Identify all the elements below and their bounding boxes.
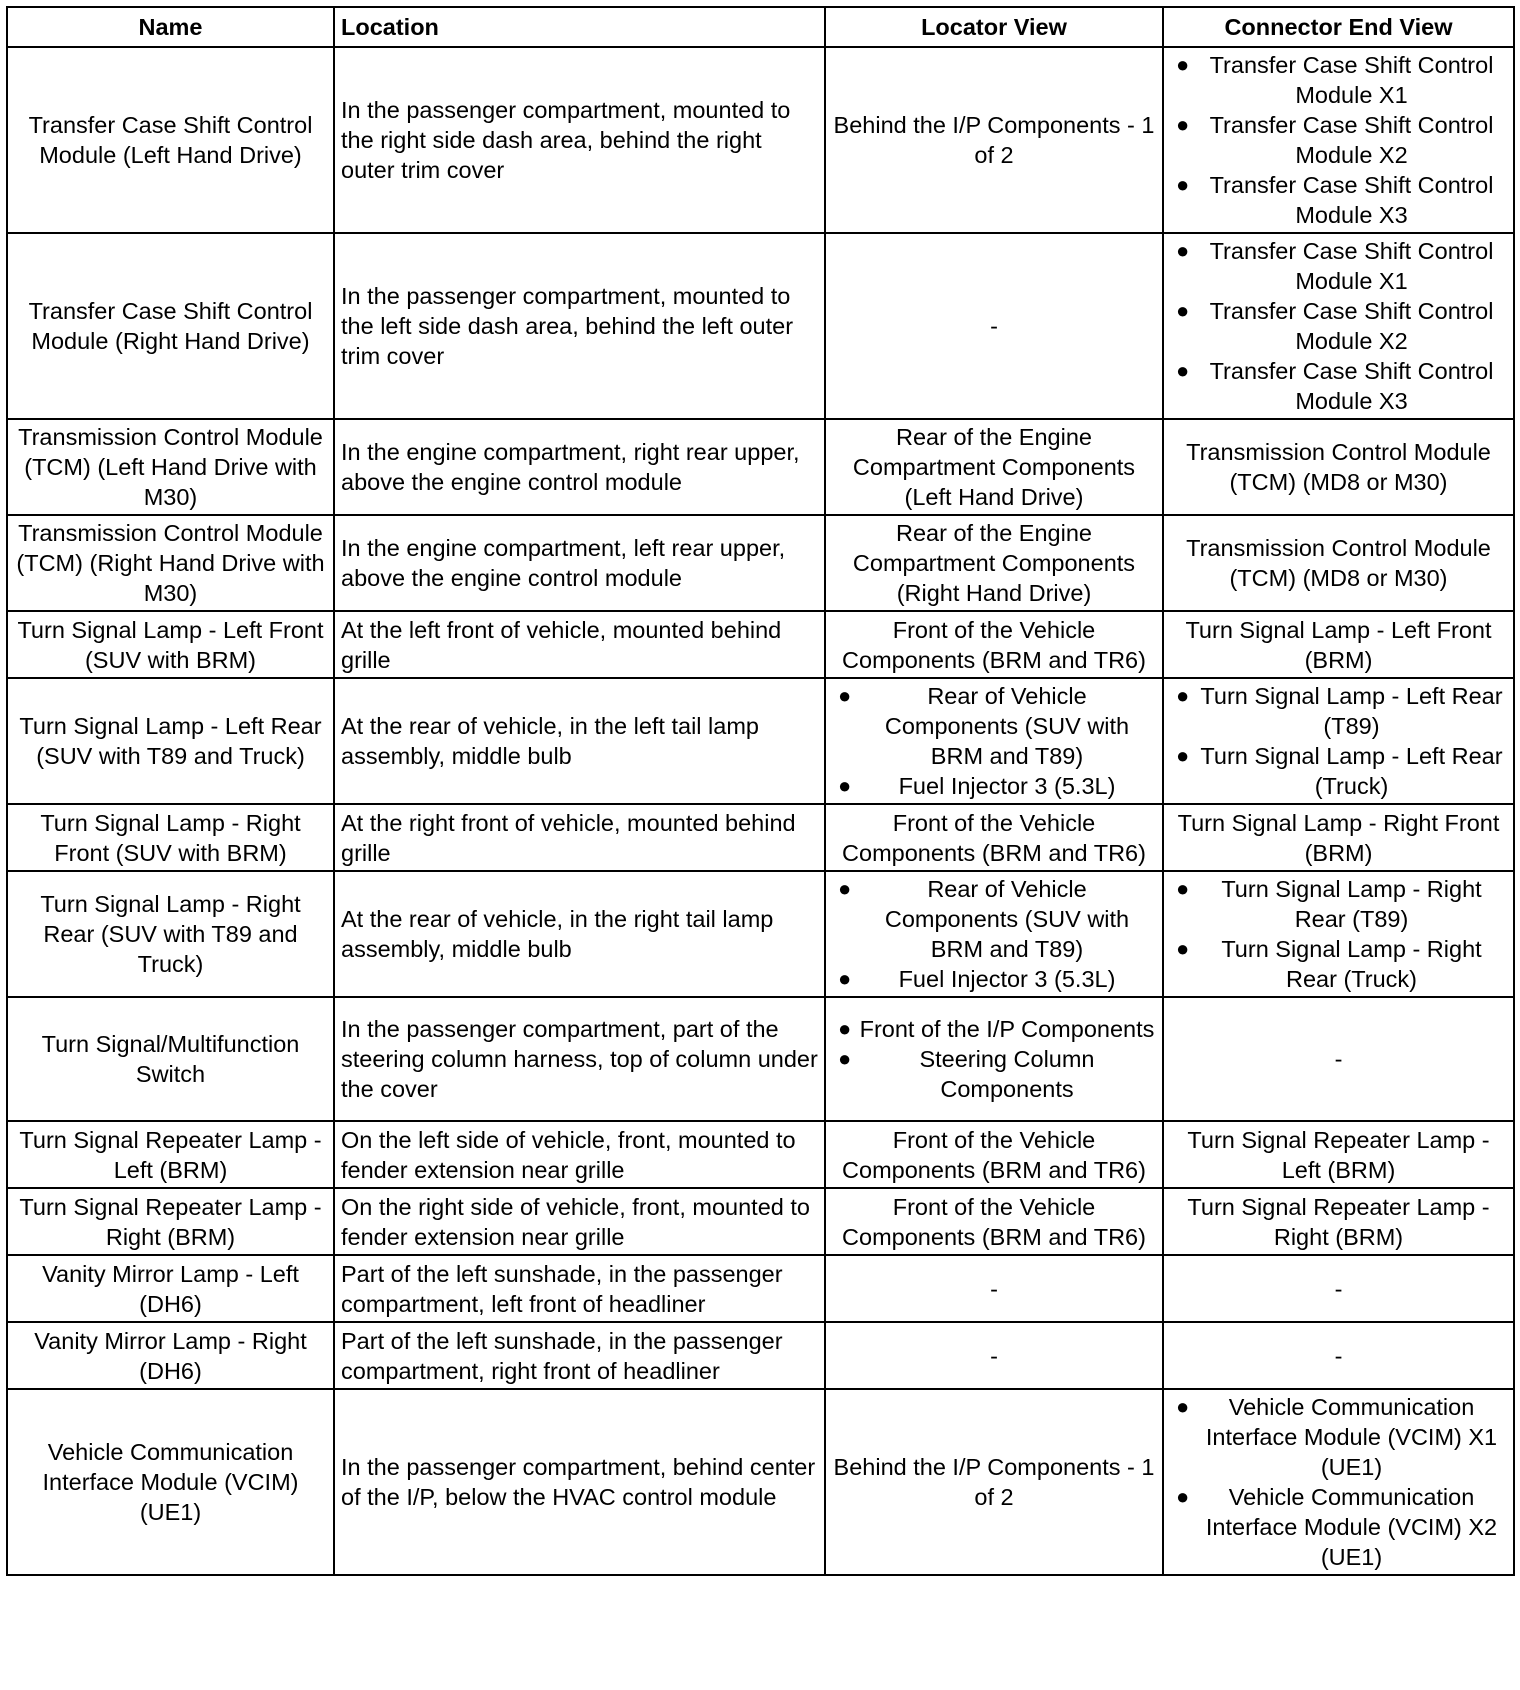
bullet-icon: ● xyxy=(838,773,852,798)
list-item-text: Front of the I/P Components xyxy=(859,1016,1155,1042)
bullet-icon: ● xyxy=(1176,358,1190,383)
cell-location: At the rear of vehicle, in the right tail lamp assembly, middle bulb xyxy=(334,871,825,997)
cell-name: Vanity Mirror Lamp - Right (DH6) xyxy=(7,1322,334,1389)
cell-locator-view xyxy=(825,1255,1163,1322)
cell-location: Part of the left sunshade, in the passenger compartment, right front of headliner xyxy=(334,1322,825,1389)
cell-connector-end-view xyxy=(1163,419,1514,515)
cell-connector-end-view-text: Turn Signal Lamp - Left Front (BRM) xyxy=(1185,616,1492,673)
list-item xyxy=(1170,1392,1507,1482)
cell-name: Transfer Case Shift Control Module (Right Hand Drive) xyxy=(7,233,334,419)
cell-locator-view-text: - xyxy=(990,313,998,339)
cell-name: Transmission Control Module (TCM) (Right Hand Drive with M30) xyxy=(7,515,334,611)
list-item xyxy=(832,681,1156,771)
cell-locator-view xyxy=(825,1188,1163,1255)
cell-locator-view xyxy=(825,233,1163,419)
list-item-text: Transfer Case Shift Control Module X1 xyxy=(1209,238,1494,294)
cell-location: In the engine compartment, left rear upper, above the engine control module xyxy=(334,515,825,611)
cell-location: At the right front of vehicle, mounted behind grille xyxy=(334,804,825,871)
cell-locator-view xyxy=(825,611,1163,678)
cell-location: Part of the left sunshade, in the passenger compartment, left front of headliner xyxy=(334,1255,825,1322)
cell-locator-view xyxy=(825,1121,1163,1188)
bullet-icon: ● xyxy=(1176,238,1190,263)
bullet-icon: ● xyxy=(1176,52,1190,77)
cell-locator-view xyxy=(825,871,1163,997)
header-row xyxy=(7,7,1514,47)
cell-connector-end-view xyxy=(1163,871,1514,997)
cell-location: At the left front of vehicle, mounted behind grille xyxy=(334,611,825,678)
list-item xyxy=(832,1014,1156,1044)
component-locator-table xyxy=(6,6,1515,1576)
cell-locator-view-text: Behind the I/P Components - 1 of 2 xyxy=(833,1454,1155,1510)
list-item xyxy=(1170,170,1507,230)
list-item-text: Rear of Vehicle Components (SUV with BRM and T89) xyxy=(884,683,1130,769)
cell-connector-end-view-text: - xyxy=(1334,1342,1343,1369)
cell-connector-end-view-text: Transmission Control Module (TCM) (MD8 or M30) xyxy=(1186,439,1491,495)
list-item xyxy=(1170,1482,1507,1572)
bullet-icon: ● xyxy=(1176,936,1190,961)
cell-name: Turn Signal Lamp - Left Front (SUV with BRM) xyxy=(7,611,334,678)
cell-location: In the engine compartment, right rear upper, above the engine control module xyxy=(334,419,825,515)
header-location: Location xyxy=(334,7,825,47)
cell-connector-end-view xyxy=(1163,1389,1514,1575)
cell-locator-view xyxy=(825,1322,1163,1389)
cell-location: In the passenger compartment, mounted to the right side dash area, behind the right outer trim cover xyxy=(334,47,825,233)
table-row xyxy=(7,1322,1514,1389)
list-item xyxy=(1170,741,1507,801)
list-item-text: Transfer Case Shift Control Module X2 xyxy=(1209,298,1494,354)
bullet-icon: ● xyxy=(1176,1484,1190,1509)
cell-connector-end-view-text: - xyxy=(1334,1275,1343,1302)
cell-locator-view-list xyxy=(832,874,1156,994)
cell-connector-end-view xyxy=(1163,233,1514,419)
cell-connector-end-view xyxy=(1163,611,1514,678)
component-locator-table-wrapper xyxy=(6,6,1513,1576)
list-item-text: Transfer Case Shift Control Module X2 xyxy=(1209,112,1494,168)
list-item-text: Turn Signal Lamp - Right Rear (Truck) xyxy=(1221,936,1482,992)
table-row xyxy=(7,515,1514,611)
list-item xyxy=(1170,236,1507,296)
list-item-text: Vehicle Communication Interface Module (VCIM) X1 (UE1) xyxy=(1205,1394,1498,1480)
cell-connector-end-view-list xyxy=(1170,50,1507,230)
cell-location: In the passenger compartment, behind center of the I/P, below the HVAC control module xyxy=(334,1389,825,1575)
list-item xyxy=(832,964,1156,994)
list-item-text: Turn Signal Lamp - Left Rear (T89) xyxy=(1200,683,1503,739)
list-item-text: Fuel Injector 3 (5.3L) xyxy=(898,773,1116,799)
list-item-text: Rear of Vehicle Components (SUV with BRM and T89) xyxy=(884,876,1130,962)
list-item xyxy=(1170,934,1507,994)
table-row xyxy=(7,1121,1514,1188)
list-item-text: Fuel Injector 3 (5.3L) xyxy=(898,966,1116,992)
cell-locator-view-list xyxy=(832,681,1156,801)
cell-connector-end-view xyxy=(1163,47,1514,233)
list-item xyxy=(1170,874,1507,934)
list-item-text: Turn Signal Lamp - Left Rear (Truck) xyxy=(1200,743,1503,799)
cell-connector-end-view xyxy=(1163,678,1514,804)
list-item-text: Transfer Case Shift Control Module X1 xyxy=(1209,52,1494,108)
cell-connector-end-view xyxy=(1163,1322,1514,1389)
bullet-icon: ● xyxy=(1176,172,1190,197)
cell-locator-view-list xyxy=(832,1014,1156,1104)
table-row xyxy=(7,1255,1514,1322)
list-item-text: Vehicle Communication Interface Module (VCIM) X2 (UE1) xyxy=(1205,1484,1498,1570)
cell-locator-view-text: Rear of the Engine Compartment Components (Left Hand Drive) xyxy=(852,424,1136,510)
cell-name: Vehicle Communication Interface Module (VCIM) (UE1) xyxy=(7,1389,334,1575)
table-row xyxy=(7,1188,1514,1255)
cell-locator-view xyxy=(825,515,1163,611)
list-item-text: Turn Signal Lamp - Right Rear (T89) xyxy=(1221,876,1482,932)
table-row xyxy=(7,233,1514,419)
table-row xyxy=(7,1389,1514,1575)
cell-name: Vanity Mirror Lamp - Left (DH6) xyxy=(7,1255,334,1322)
cell-locator-view-text: Front of the Vehicle Components (BRM and TR6) xyxy=(842,616,1146,673)
cell-connector-end-view-list xyxy=(1170,236,1507,416)
bullet-icon: ● xyxy=(1176,298,1190,323)
cell-locator-view-text: Rear of the Engine Compartment Components (Right Hand Drive) xyxy=(852,520,1136,606)
list-item-text: Transfer Case Shift Control Module X3 xyxy=(1209,172,1494,228)
cell-name: Transmission Control Module (TCM) (Left Hand Drive with M30) xyxy=(7,419,334,515)
cell-name: Turn Signal Repeater Lamp - Left (BRM) xyxy=(7,1121,334,1188)
bullet-icon: ● xyxy=(1176,112,1190,137)
cell-connector-end-view-list xyxy=(1170,874,1507,994)
cell-locator-view-text: Front of the Vehicle Components (BRM and TR6) xyxy=(842,1193,1146,1250)
cell-locator-view xyxy=(825,997,1163,1121)
bullet-icon: ● xyxy=(838,876,852,901)
cell-name: Turn Signal Lamp - Right Rear (SUV with T89 and Truck) xyxy=(7,871,334,997)
cell-locator-view xyxy=(825,419,1163,515)
cell-locator-view xyxy=(825,678,1163,804)
bullet-icon: ● xyxy=(1176,743,1190,768)
cell-locator-view-text: Front of the Vehicle Components (BRM and TR6) xyxy=(842,809,1146,866)
list-item xyxy=(832,771,1156,801)
cell-name: Turn Signal Lamp - Right Front (SUV with BRM) xyxy=(7,804,334,871)
table-row xyxy=(7,997,1514,1121)
table-row xyxy=(7,871,1514,997)
list-item xyxy=(1170,356,1507,416)
header-connector-end-view: Connector End View xyxy=(1163,7,1514,47)
cell-locator-view xyxy=(825,1389,1163,1575)
cell-name: Turn Signal Repeater Lamp - Right (BRM) xyxy=(7,1188,334,1255)
list-item xyxy=(1170,110,1507,170)
table-row xyxy=(7,678,1514,804)
list-item xyxy=(1170,50,1507,110)
list-item xyxy=(832,1044,1156,1104)
bullet-icon: ● xyxy=(1176,876,1190,901)
cell-location: On the right side of vehicle, front, mounted to fender extension near grille xyxy=(334,1188,825,1255)
table-body xyxy=(7,47,1514,1575)
bullet-icon: ● xyxy=(838,966,852,991)
bullet-icon: ● xyxy=(838,1046,852,1071)
cell-connector-end-view-text: Turn Signal Repeater Lamp - Left (BRM) xyxy=(1187,1126,1490,1183)
cell-connector-end-view xyxy=(1163,1188,1514,1255)
cell-connector-end-view-text: - xyxy=(1334,1046,1343,1072)
table-row xyxy=(7,47,1514,233)
cell-connector-end-view xyxy=(1163,804,1514,871)
cell-locator-view-text: - xyxy=(990,1342,998,1369)
cell-connector-end-view xyxy=(1163,515,1514,611)
cell-connector-end-view xyxy=(1163,1121,1514,1188)
list-item xyxy=(1170,296,1507,356)
cell-connector-end-view xyxy=(1163,997,1514,1121)
cell-connector-end-view xyxy=(1163,1255,1514,1322)
cell-connector-end-view-text: Turn Signal Lamp - Right Front (BRM) xyxy=(1177,809,1500,866)
bullet-icon: ● xyxy=(1176,1394,1190,1419)
cell-locator-view-text: - xyxy=(990,1275,998,1302)
cell-name: Turn Signal Lamp - Left Rear (SUV with T89 and Truck) xyxy=(7,678,334,804)
cell-location: In the passenger compartment, mounted to the left side dash area, behind the left outer trim cover xyxy=(334,233,825,419)
bullet-icon: ● xyxy=(838,683,852,708)
bullet-icon: ● xyxy=(838,1016,852,1041)
cell-connector-end-view-text: Turn Signal Repeater Lamp - Right (BRM) xyxy=(1187,1193,1490,1250)
cell-locator-view xyxy=(825,804,1163,871)
cell-connector-end-view-list xyxy=(1170,681,1507,801)
table-row xyxy=(7,804,1514,871)
cell-locator-view-text: Behind the I/P Components - 1 of 2 xyxy=(833,112,1155,168)
list-item-text: Transfer Case Shift Control Module X3 xyxy=(1209,358,1494,414)
bullet-icon: ● xyxy=(1176,683,1190,708)
list-item-text: Steering Column Components xyxy=(919,1046,1095,1102)
cell-location: At the rear of vehicle, in the left tail lamp assembly, middle bulb xyxy=(334,678,825,804)
header-name: Name xyxy=(7,7,334,47)
cell-name: Turn Signal/Multifunction Switch xyxy=(7,997,334,1121)
cell-connector-end-view-text: Transmission Control Module (TCM) (MD8 or M30) xyxy=(1186,535,1491,591)
table-row xyxy=(7,419,1514,515)
cell-locator-view-text: Front of the Vehicle Components (BRM and TR6) xyxy=(842,1126,1146,1183)
header-locator-view: Locator View xyxy=(825,7,1163,47)
cell-connector-end-view-list xyxy=(1170,1392,1507,1572)
list-item xyxy=(1170,681,1507,741)
cell-location: In the passenger compartment, part of the steering column harness, top of column under the cover xyxy=(334,997,825,1121)
list-item xyxy=(832,874,1156,964)
cell-location: On the left side of vehicle, front, mounted to fender extension near grille xyxy=(334,1121,825,1188)
cell-locator-view xyxy=(825,47,1163,233)
table-row xyxy=(7,611,1514,678)
cell-name: Transfer Case Shift Control Module (Left Hand Drive) xyxy=(7,47,334,233)
